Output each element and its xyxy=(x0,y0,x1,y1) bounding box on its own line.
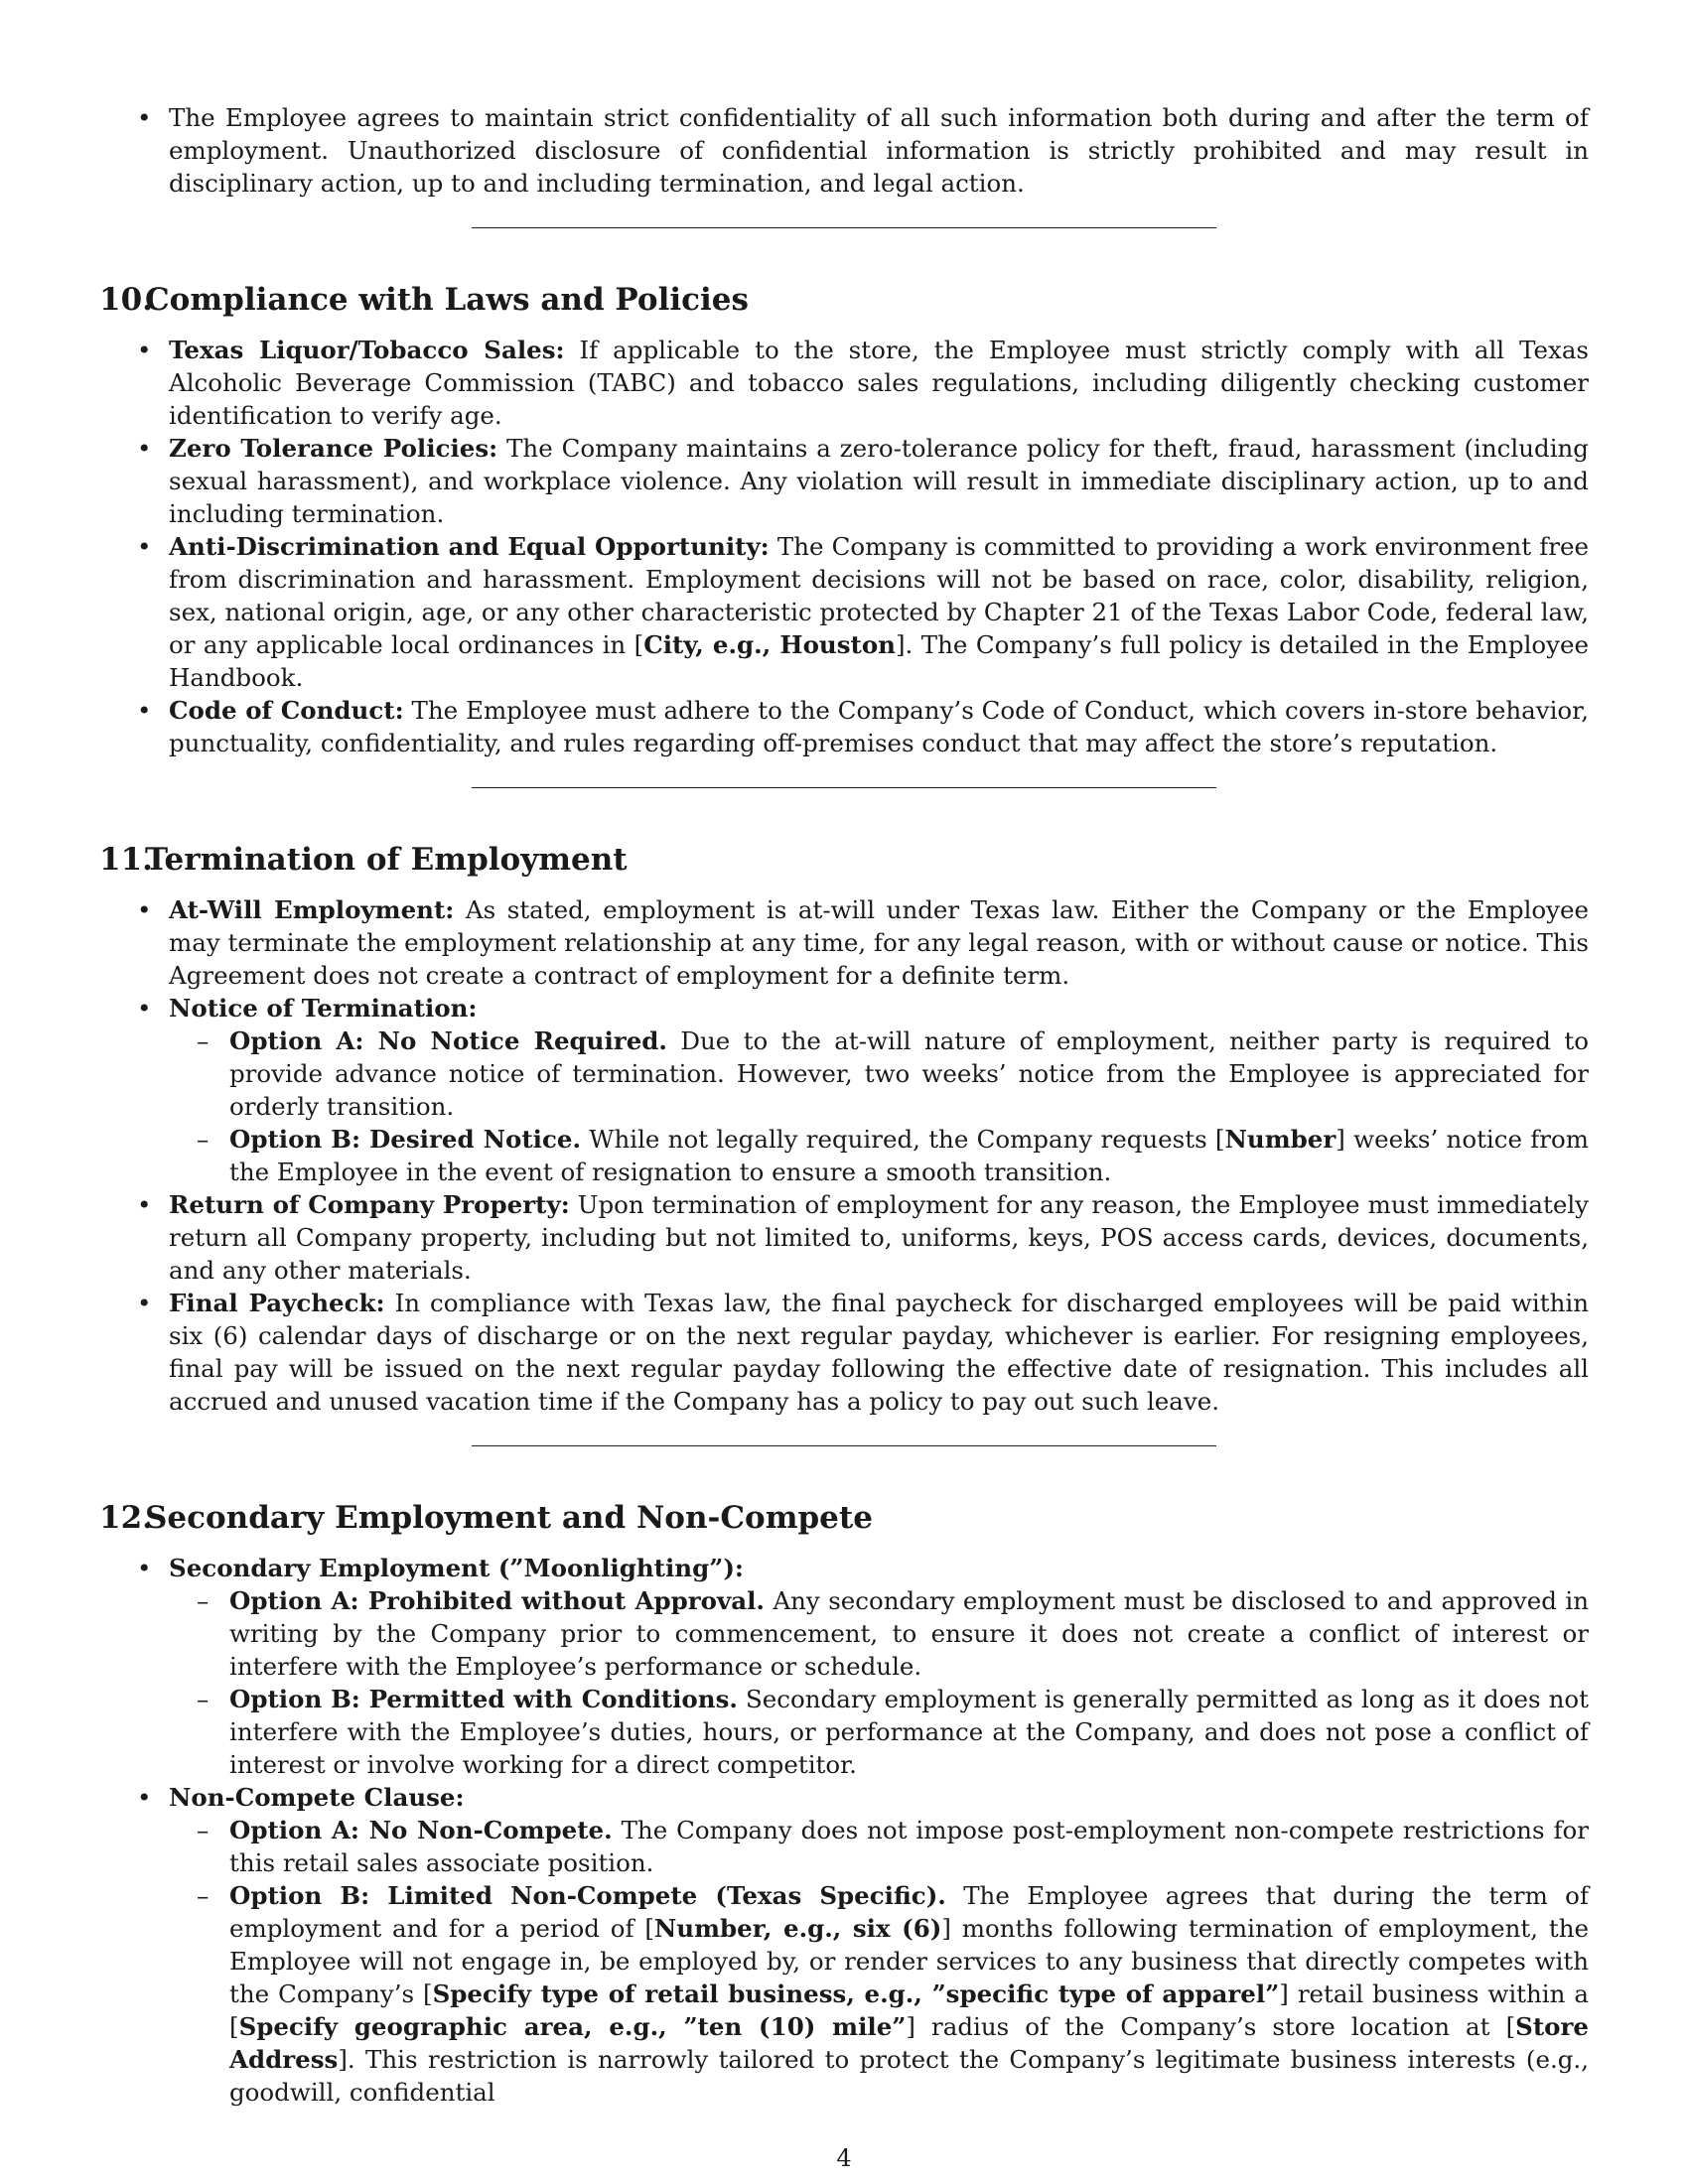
item-text: ]. The Company’s full policy is detailed in the Employee Handbook. xyxy=(169,630,1589,692)
list-item xyxy=(99,334,1589,432)
section-divider xyxy=(472,787,1216,788)
placeholder-field: Specify type of retail business, e.g., ”specific type of apparel” xyxy=(432,1979,1280,2008)
document-page xyxy=(99,101,1589,2109)
list-item xyxy=(169,1024,1589,1123)
item-label: Texas Liquor/Tobacco Sales: xyxy=(169,336,565,364)
list-item xyxy=(99,1781,1589,2109)
page-number: 4 xyxy=(836,2144,852,2172)
section-number: 11. xyxy=(99,842,153,878)
item-label: Code of Conduct: xyxy=(169,696,404,725)
item-label: Non-Compete Clause: xyxy=(169,1783,465,1812)
item-label: Final Paycheck: xyxy=(169,1289,385,1317)
item-text: Upon termination of employment for any reason, the Employee must immediately return all Company property, including but not limited to, uniforms, keys, POS access cards, devices, documents, and any other materials. xyxy=(169,1190,1589,1285)
list-item xyxy=(99,893,1589,992)
option-label: Option A: No Non-Compete. xyxy=(229,1816,613,1844)
list-item xyxy=(99,530,1589,694)
section-11-list xyxy=(99,893,1589,1418)
list-item xyxy=(99,992,1589,1188)
list-item xyxy=(99,694,1589,759)
section-10-list xyxy=(99,334,1589,759)
confidentiality-paragraph: • The Employee agrees to maintain strict confidentiality of all such information both during and after the term of employment. Unauthorized disclosure of confidential information is strictly prohibited and may result in disciplinary action, up to and including termination, and legal action. xyxy=(169,103,1589,198)
noncompete-options-list xyxy=(169,1814,1589,2109)
list-item xyxy=(99,1552,1589,1781)
option-text: While not legally required, the Company requests [ xyxy=(581,1125,1225,1154)
option-text: Secondary employment is generally permitted as long as it does not interfere with the Employee’s duties, hours, or performance at the Company, and does not pose a conflict of interest or involve working for a direct competitor. xyxy=(229,1685,1589,1779)
item-label: Notice of Termination: xyxy=(169,994,478,1023)
list-item xyxy=(99,1287,1589,1418)
item-text: In compliance with Texas law, the final paycheck for discharged employees will be paid within six (6) calendar days of discharge or on the next regular payday, whichever is earlier. For resigning employees, final pay will be issued on the next regular payday following the effective date of resignation. This includes all accrued and unused vacation time if the Company has a policy to pay out such leave. xyxy=(169,1289,1590,1416)
placeholder-field: Store Address xyxy=(229,2012,1589,2074)
option-text: ]. This restriction is narrowly tailored to protect the Company’s legitimate business interests (e.g., goodwill, confidential xyxy=(229,2045,1589,2107)
section-divider xyxy=(472,1445,1216,1446)
list-item xyxy=(99,432,1589,530)
intro-list xyxy=(99,101,1589,200)
option-text: ] retail business within a [ xyxy=(229,1979,1589,2041)
option-label: Option A: Prohibited without Approval. xyxy=(229,1586,765,1615)
section-heading-12 xyxy=(99,1498,1589,1538)
list-item xyxy=(169,1584,1589,1683)
item-label: Return of Company Property: xyxy=(169,1190,570,1219)
list-item xyxy=(99,101,1589,200)
list-item xyxy=(169,1683,1589,1781)
section-heading-10 xyxy=(99,280,1589,320)
placeholder-field: City, e.g., Houston xyxy=(643,630,896,659)
option-text: The Company does not impose post-employment non-compete restrictions for this retail sales associate position. xyxy=(229,1816,1589,1877)
list-item xyxy=(169,1814,1589,1879)
list-item xyxy=(99,1188,1589,1287)
item-text: The Company is committed to providing a work environment free from discrimination and harassment. Employment decisions will not be based on race, color, disability, religion, sex, national origin, age, or any other characteristic protected by Chapter 21 of the Texas Labor Code, federal law, or any applicable local ordinances in [ xyxy=(169,532,1589,659)
item-text: As stated, employment is at-will under Texas law. Either the Company or the Employee may terminate the employment relationship at any time, for any legal reason, with or without cause or notice. This Agreement does not create a contract of employment for a definite term. xyxy=(169,895,1589,990)
option-text: Due to the at-will nature of employment, neither party is required to provide advance notice of termination. However, two weeks’ notice from the Employee is appreciated for orderly transition. xyxy=(229,1026,1589,1121)
section-title: Termination of Employment xyxy=(145,842,628,878)
item-text: If applicable to the store, the Employee must strictly comply with all Texas Alcoholic Beverage Commission (TABC) and tobacco sales regulations, including diligently checking customer identification to verify age. xyxy=(169,336,1590,430)
placeholder-field: Number xyxy=(1224,1125,1336,1154)
item-label: Zero Tolerance Policies: xyxy=(169,434,498,463)
section-12-list xyxy=(99,1552,1589,2109)
section-number: 12. xyxy=(99,1500,153,1536)
list-item xyxy=(169,1123,1589,1188)
item-label: Anti-Discrimination and Equal Opportunity: xyxy=(169,532,770,561)
notice-options-list xyxy=(169,1024,1589,1188)
option-label: Option B: Desired Notice. xyxy=(229,1125,581,1154)
item-label: Secondary Employment (”Moonlighting”): xyxy=(169,1554,744,1582)
moonlighting-options-list xyxy=(169,1584,1589,1781)
option-text: Any secondary employment must be disclosed to and approved in writing by the Company prior to commencement, to ensure it does not create a conflict of interest or interfere with the Employee’s performance or schedule. xyxy=(229,1586,1589,1681)
item-label: At-Will Employment: xyxy=(169,895,455,924)
section-title: Compliance with Laws and Policies xyxy=(145,282,749,318)
section-divider xyxy=(472,227,1216,228)
section-number: 10. xyxy=(99,282,153,318)
item-text: The Employee must adhere to the Company’s Code of Conduct, which covers in-store behavior, punctuality, confidentiality, and rules regarding off-premises conduct that may affect the store’s reputation. xyxy=(169,696,1589,757)
option-text: ] months following termination of employment, the Employee will not engage in, be employed by, or render services to any business that directly competes with the Company’s [ xyxy=(229,1914,1590,2008)
section-heading-11 xyxy=(99,840,1589,880)
placeholder-field: Number, e.g., six (6) xyxy=(653,1914,942,1943)
option-label: Option B: Permitted with Conditions. xyxy=(229,1685,738,1713)
section-title: Secondary Employment and Non-Compete xyxy=(145,1500,873,1536)
placeholder-field: Specify geographic area, e.g., ”ten (10) mile” xyxy=(238,2012,907,2041)
list-item xyxy=(169,1879,1589,2109)
option-text: ] weeks’ notice from the Employee in the event of resignation to ensure a smooth transition. xyxy=(229,1125,1590,1186)
option-label: Option A: No Notice Required. xyxy=(229,1026,667,1055)
option-label: Option B: Limited Non-Compete (Texas Specific). xyxy=(229,1881,946,1910)
item-text: The Company maintains a zero-tolerance policy for theft, fraud, harassment (including sexual harassment), and workplace violence. Any violation will result in immediate disciplinary action, up to and including termination. xyxy=(169,434,1589,528)
option-text: The Employee agrees that during the term of employment and for a period of [ xyxy=(229,1881,1590,1943)
option-text: ] radius of the Company’s store location at [ xyxy=(906,2012,1516,2041)
